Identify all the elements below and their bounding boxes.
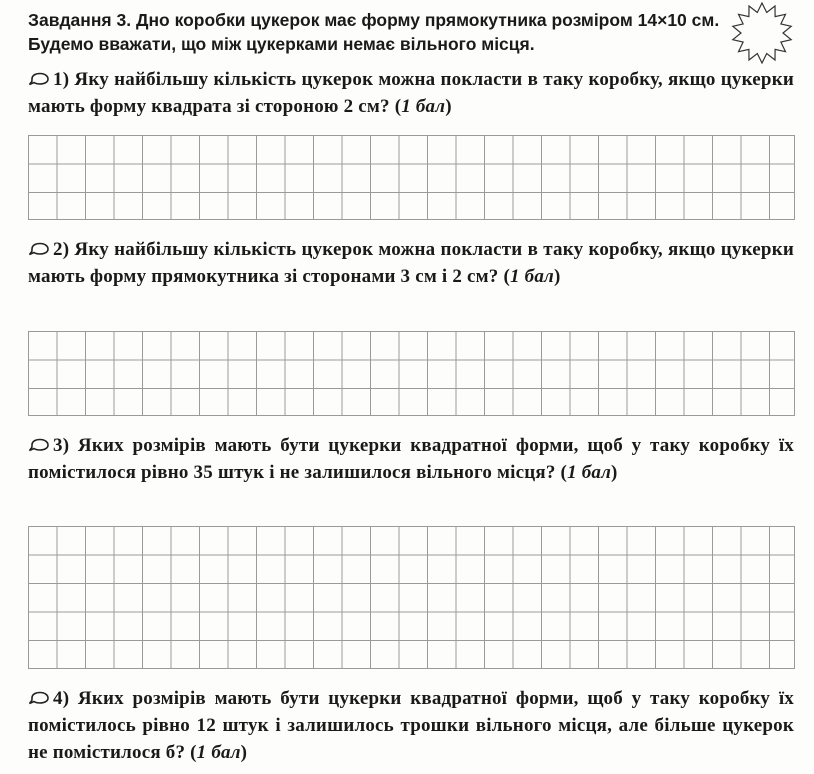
question-3-text: 3) Яких розмірів мають бути цукерки квадратної форми, щоб у таку коробку їх помістилося рівно 35 штук і не залишилося вільного місця?: [28, 435, 794, 483]
speech-bubble-icon: [28, 72, 50, 86]
task-header: [28, 8, 728, 56]
question-4-text: 4) Яких розмірів мають бути цукерки квадратної форми, щоб у таку коробку їх помістилось рівно 12 штук і залишилось трошки вільного місця, але більше цукерок не помістилося б?: [28, 688, 794, 763]
question-2-score: 1 бал: [509, 266, 554, 287]
question-1: 1) Яку найбільшу кількість цукерок можна покласти в таку коробку, якщо цукерки мають форму квадрата зі стороною 2 см? (1 бал): [28, 69, 794, 117]
answer-grid-3[interactable]: [28, 526, 795, 669]
answer-grid-2[interactable]: [28, 331, 795, 416]
speech-bubble-icon: [28, 242, 50, 256]
answer-grid-1[interactable]: [28, 135, 795, 220]
question-4: 4) Яких розмірів мають бути цукерки квадратної форми, щоб у таку коробку їх помістилось рівно 12 штук і залишилось трошки вільного місця, але більше цукерок не помістилося б? (1 бал): [28, 688, 794, 763]
speech-bubble-icon: [28, 438, 50, 452]
question-4-score: 1 бал: [196, 742, 241, 763]
question-1-score: 1 бал: [401, 96, 446, 117]
speech-bubble-icon: [28, 691, 50, 705]
question-2: 2) Яку найбільшу кількість цукерок можна покласти в таку коробку, якщо цукерки мають форму прямокутника зі сторонами 3 см і 2 см? (1 бал): [28, 239, 794, 287]
task-text: Дно коробки цукерок має форму прямокутника розміром 14×10 см. Будемо вважати, що між цукерками немає вільного місця.: [28, 10, 720, 54]
question-2-text: 2) Яку найбільшу кількість цукерок можна покласти в таку коробку, якщо цукерки мають форму прямокутника зі сторонами 3 см і 2 см?: [28, 239, 794, 287]
question-3: 3) Яких розмірів мають бути цукерки квадратної форми, щоб у таку коробку їх помістилося рівно 35 штук і не залишилося вільного місця? (1 бал): [28, 435, 794, 483]
starburst-icon: [728, 2, 796, 64]
question-1-text: 1) Яку найбільшу кількість цукерок можна покласти в таку коробку, якщо цукерки мають форму квадрата зі стороною 2 см?: [28, 69, 794, 117]
question-3-score: 1 бал: [567, 462, 612, 483]
task-label: Завдання 3.: [28, 10, 132, 30]
